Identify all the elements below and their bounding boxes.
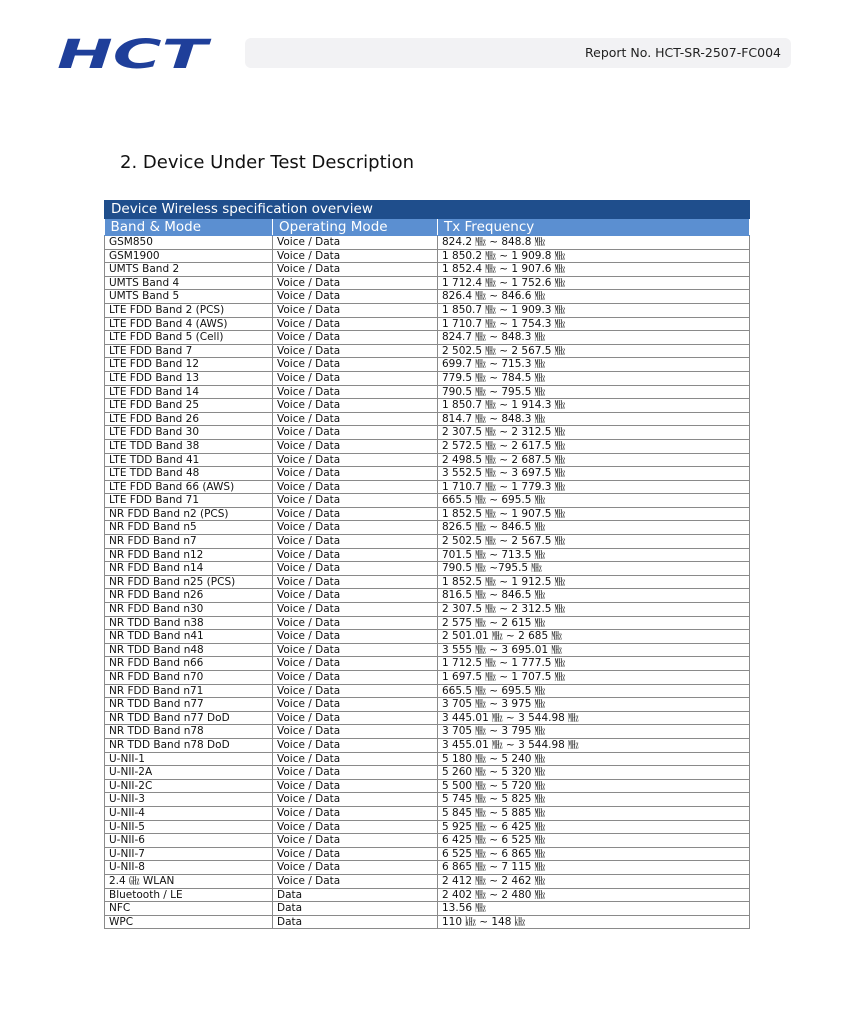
- band-mode-cell: LTE FDD Band 14: [105, 385, 273, 399]
- tx-frequency-cell: 701.5 ㎒ ~ 713.5 ㎒: [438, 548, 750, 562]
- table-row: [105, 915, 750, 929]
- operating-mode-cell: Voice / Data: [273, 820, 438, 834]
- tx-frequency-cell: 110 ㎑ ~ 148 ㎑: [438, 915, 750, 929]
- table-row: [105, 779, 750, 793]
- tx-frequency-cell: 779.5 ㎒ ~ 784.5 ㎒: [438, 371, 750, 385]
- operating-mode-cell: Voice / Data: [273, 276, 438, 290]
- operating-mode-cell: Voice / Data: [273, 847, 438, 861]
- tx-frequency-cell: 790.5 ㎒ ~795.5 ㎒: [438, 562, 750, 576]
- tx-frequency-cell: 665.5 ㎒ ~ 695.5 ㎒: [438, 494, 750, 508]
- table-row: [105, 820, 750, 834]
- operating-mode-cell: Voice / Data: [273, 371, 438, 385]
- tx-frequency-cell: 3 705 ㎒ ~ 3 975 ㎒: [438, 698, 750, 712]
- operating-mode-cell: Voice / Data: [273, 874, 438, 888]
- table-row: [105, 684, 750, 698]
- band-mode-cell: NR TDD Band n77: [105, 698, 273, 712]
- tx-frequency-cell: 5 845 ㎒ ~ 5 885 ㎒: [438, 806, 750, 820]
- hct-logo-text: HCT: [57, 32, 212, 76]
- table-row: [105, 671, 750, 685]
- tx-frequency-cell: 824.7 ㎒ ~ 848.3 ㎒: [438, 331, 750, 345]
- table-caption: Device Wireless specification overview: [105, 201, 750, 219]
- operating-mode-cell: Data: [273, 915, 438, 929]
- band-mode-cell: GSM1900: [105, 249, 273, 263]
- table-row: [105, 494, 750, 508]
- band-mode-cell: LTE FDD Band 26: [105, 412, 273, 426]
- tx-frequency-cell: 2 412 ㎒ ~ 2 462 ㎒: [438, 874, 750, 888]
- table-row: [105, 657, 750, 671]
- section-title: 2. Device Under Test Description: [120, 152, 415, 173]
- tx-frequency-cell: 1 712.5 ㎒ ~ 1 777.5 ㎒: [438, 657, 750, 671]
- table-row: [105, 698, 750, 712]
- operating-mode-cell: Voice / Data: [273, 331, 438, 345]
- tx-frequency-cell: 1 852.5 ㎒ ~ 1 912.5 ㎒: [438, 575, 750, 589]
- band-mode-cell: NR TDD Band n48: [105, 643, 273, 657]
- table-row: [105, 834, 750, 848]
- table-row: [105, 249, 750, 263]
- operating-mode-cell: Voice / Data: [273, 725, 438, 739]
- table-row: [105, 480, 750, 494]
- wireless-spec-table: [104, 200, 750, 929]
- tx-frequency-cell: 1 712.4 ㎒ ~ 1 752.6 ㎒: [438, 276, 750, 290]
- table-row: [105, 630, 750, 644]
- table-row: [105, 303, 750, 317]
- tx-frequency-cell: 790.5 ㎒ ~ 795.5 ㎒: [438, 385, 750, 399]
- table-row: [105, 793, 750, 807]
- table-body: [105, 236, 750, 929]
- tx-frequency-cell: 1 710.7 ㎒ ~ 1 779.3 ㎒: [438, 480, 750, 494]
- operating-mode-cell: Voice / Data: [273, 535, 438, 549]
- band-mode-cell: NR FDD Band n25 (PCS): [105, 575, 273, 589]
- table-row: [105, 276, 750, 290]
- tx-frequency-cell: 824.2 ㎒ ~ 848.8 ㎒: [438, 236, 750, 250]
- operating-mode-cell: Voice / Data: [273, 236, 438, 250]
- operating-mode-cell: Voice / Data: [273, 589, 438, 603]
- band-mode-cell: NR FDD Band n5: [105, 521, 273, 535]
- tx-frequency-cell: 1 852.5 ㎒ ~ 1 907.5 ㎒: [438, 507, 750, 521]
- tx-frequency-cell: 2 498.5 ㎒ ~ 2 687.5 ㎒: [438, 453, 750, 467]
- band-mode-cell: LTE FDD Band 30: [105, 426, 273, 440]
- table-row: [105, 535, 750, 549]
- tx-frequency-cell: 665.5 ㎒ ~ 695.5 ㎒: [438, 684, 750, 698]
- operating-mode-cell: Voice / Data: [273, 521, 438, 535]
- table-row: [105, 453, 750, 467]
- tx-frequency-cell: 5 180 ㎒ ~ 5 240 ㎒: [438, 752, 750, 766]
- operating-mode-cell: Voice / Data: [273, 575, 438, 589]
- band-mode-cell: Bluetooth / LE: [105, 888, 273, 902]
- operating-mode-cell: Voice / Data: [273, 399, 438, 413]
- operating-mode-cell: Voice / Data: [273, 439, 438, 453]
- band-mode-cell: LTE FDD Band 66 (AWS): [105, 480, 273, 494]
- tx-frequency-cell: 2 501.01 ㎒ ~ 2 685 ㎒: [438, 630, 750, 644]
- band-mode-cell: GSM850: [105, 236, 273, 250]
- band-mode-cell: U-NII-6: [105, 834, 273, 848]
- tx-frequency-cell: 814.7 ㎒ ~ 848.3 ㎒: [438, 412, 750, 426]
- table-row: [105, 399, 750, 413]
- band-mode-cell: U-NII-5: [105, 820, 273, 834]
- tx-frequency-cell: 2 307.5 ㎒ ~ 2 312.5 ㎒: [438, 603, 750, 617]
- tx-frequency-cell: 2 402 ㎒ ~ 2 480 ㎒: [438, 888, 750, 902]
- band-mode-cell: LTE FDD Band 4 (AWS): [105, 317, 273, 331]
- tx-frequency-cell: 2 575 ㎒ ~ 2 615 ㎒: [438, 616, 750, 630]
- hct-logo-graphic: [55, 30, 215, 76]
- tx-frequency-cell: 13.56 ㎒: [438, 902, 750, 916]
- table-row: [105, 290, 750, 304]
- band-mode-cell: WPC: [105, 915, 273, 929]
- band-mode-cell: 2.4 ㎓ WLAN: [105, 874, 273, 888]
- band-mode-cell: U-NII-1: [105, 752, 273, 766]
- band-mode-cell: NFC: [105, 902, 273, 916]
- operating-mode-cell: Voice / Data: [273, 616, 438, 630]
- tx-frequency-cell: 1 850.7 ㎒ ~ 1 909.3 ㎒: [438, 303, 750, 317]
- column-header-tx-frequency: Tx Frequency: [438, 219, 750, 236]
- tx-frequency-cell: 3 705 ㎒ ~ 3 795 ㎒: [438, 725, 750, 739]
- band-mode-cell: NR FDD Band n12: [105, 548, 273, 562]
- tx-frequency-cell: 2 572.5 ㎒ ~ 2 617.5 ㎒: [438, 439, 750, 453]
- band-mode-cell: U-NII-8: [105, 861, 273, 875]
- table-row: [105, 711, 750, 725]
- operating-mode-cell: Voice / Data: [273, 657, 438, 671]
- operating-mode-cell: Voice / Data: [273, 711, 438, 725]
- report-number-box: [245, 38, 791, 68]
- operating-mode-cell: Voice / Data: [273, 453, 438, 467]
- table-row: [105, 616, 750, 630]
- operating-mode-cell: Voice / Data: [273, 358, 438, 372]
- tx-frequency-cell: 1 697.5 ㎒ ~ 1 707.5 ㎒: [438, 671, 750, 685]
- operating-mode-cell: Voice / Data: [273, 412, 438, 426]
- operating-mode-cell: Data: [273, 888, 438, 902]
- table-row: [105, 643, 750, 657]
- operating-mode-cell: Voice / Data: [273, 467, 438, 481]
- tx-frequency-cell: 3 455.01 ㎒ ~ 3 544.98 ㎒: [438, 738, 750, 752]
- tx-frequency-cell: 6 525 ㎒ ~ 6 865 ㎒: [438, 847, 750, 861]
- column-header-operating-mode: Operating Mode: [273, 219, 438, 236]
- operating-mode-cell: Voice / Data: [273, 779, 438, 793]
- band-mode-cell: UMTS Band 4: [105, 276, 273, 290]
- table-row: [105, 575, 750, 589]
- tx-frequency-cell: 5 925 ㎒ ~ 6 425 ㎒: [438, 820, 750, 834]
- table-row: [105, 439, 750, 453]
- band-mode-cell: U-NII-3: [105, 793, 273, 807]
- band-mode-cell: LTE TDD Band 48: [105, 467, 273, 481]
- table-row: [105, 752, 750, 766]
- tx-frequency-cell: 5 500 ㎒ ~ 5 720 ㎒: [438, 779, 750, 793]
- band-mode-cell: LTE FDD Band 5 (Cell): [105, 331, 273, 345]
- operating-mode-cell: Voice / Data: [273, 752, 438, 766]
- band-mode-cell: U-NII-4: [105, 806, 273, 820]
- operating-mode-cell: Voice / Data: [273, 548, 438, 562]
- band-mode-cell: NR TDD Band n38: [105, 616, 273, 630]
- band-mode-cell: NR TDD Band n78 DoD: [105, 738, 273, 752]
- table-row: [105, 888, 750, 902]
- tx-frequency-cell: 6 865 ㎒ ~ 7 115 ㎒: [438, 861, 750, 875]
- table-row: [105, 766, 750, 780]
- band-mode-cell: NR FDD Band n70: [105, 671, 273, 685]
- operating-mode-cell: Voice / Data: [273, 562, 438, 576]
- table-row: [105, 562, 750, 576]
- tx-frequency-cell: 1 852.4 ㎒ ~ 1 907.6 ㎒: [438, 263, 750, 277]
- operating-mode-cell: Voice / Data: [273, 344, 438, 358]
- tx-frequency-cell: 3 552.5 ㎒ ~ 3 697.5 ㎒: [438, 467, 750, 481]
- table-row: [105, 603, 750, 617]
- band-mode-cell: U-NII-2C: [105, 779, 273, 793]
- band-mode-cell: UMTS Band 2: [105, 263, 273, 277]
- table-row: [105, 385, 750, 399]
- operating-mode-cell: Voice / Data: [273, 480, 438, 494]
- tx-frequency-cell: 816.5 ㎒ ~ 846.5 ㎒: [438, 589, 750, 603]
- tx-frequency-cell: 826.4 ㎒ ~ 846.6 ㎒: [438, 290, 750, 304]
- table-row: [105, 344, 750, 358]
- band-mode-cell: LTE FDD Band 12: [105, 358, 273, 372]
- operating-mode-cell: Voice / Data: [273, 494, 438, 508]
- tx-frequency-cell: 3 555 ㎒ ~ 3 695.01 ㎒: [438, 643, 750, 657]
- operating-mode-cell: Voice / Data: [273, 671, 438, 685]
- tx-frequency-cell: 699.7 ㎒ ~ 715.3 ㎒: [438, 358, 750, 372]
- band-mode-cell: LTE TDD Band 41: [105, 453, 273, 467]
- tx-frequency-cell: 826.5 ㎒ ~ 846.5 ㎒: [438, 521, 750, 535]
- operating-mode-cell: Voice / Data: [273, 698, 438, 712]
- table-row: [105, 426, 750, 440]
- operating-mode-cell: Voice / Data: [273, 385, 438, 399]
- table-row: [105, 236, 750, 250]
- column-header-band-mode: Band & Mode: [105, 219, 273, 236]
- table-row: [105, 806, 750, 820]
- band-mode-cell: NR FDD Band n71: [105, 684, 273, 698]
- operating-mode-cell: Voice / Data: [273, 630, 438, 644]
- table-row: [105, 874, 750, 888]
- table-caption-row: [105, 201, 750, 219]
- table-row: [105, 738, 750, 752]
- table-row: [105, 358, 750, 372]
- operating-mode-cell: Voice / Data: [273, 603, 438, 617]
- report-number: Report No. HCT-SR-2507-FC004: [585, 45, 781, 60]
- band-mode-cell: LTE FDD Band 7: [105, 344, 273, 358]
- tx-frequency-cell: 6 425 ㎒ ~ 6 525 ㎒: [438, 834, 750, 848]
- table-row: [105, 412, 750, 426]
- operating-mode-cell: Voice / Data: [273, 317, 438, 331]
- operating-mode-cell: Voice / Data: [273, 643, 438, 657]
- operating-mode-cell: Voice / Data: [273, 834, 438, 848]
- band-mode-cell: LTE FDD Band 71: [105, 494, 273, 508]
- operating-mode-cell: Voice / Data: [273, 303, 438, 317]
- band-mode-cell: NR FDD Band n7: [105, 535, 273, 549]
- tx-frequency-cell: 5 260 ㎒ ~ 5 320 ㎒: [438, 766, 750, 780]
- tx-frequency-cell: 5 745 ㎒ ~ 5 825 ㎒: [438, 793, 750, 807]
- table-row: [105, 331, 750, 345]
- band-mode-cell: LTE TDD Band 38: [105, 439, 273, 453]
- tx-frequency-cell: 1 710.7 ㎒ ~ 1 754.3 ㎒: [438, 317, 750, 331]
- table-row: [105, 861, 750, 875]
- table-row: [105, 847, 750, 861]
- band-mode-cell: NR FDD Band n2 (PCS): [105, 507, 273, 521]
- operating-mode-cell: Voice / Data: [273, 290, 438, 304]
- band-mode-cell: NR FDD Band n26: [105, 589, 273, 603]
- band-mode-cell: NR TDD Band n41: [105, 630, 273, 644]
- hct-logo: [55, 30, 215, 80]
- table-row: [105, 371, 750, 385]
- band-mode-cell: NR FDD Band n14: [105, 562, 273, 576]
- band-mode-cell: NR TDD Band n78: [105, 725, 273, 739]
- tx-frequency-cell: 3 445.01 ㎒ ~ 3 544.98 ㎒: [438, 711, 750, 725]
- band-mode-cell: NR TDD Band n77 DoD: [105, 711, 273, 725]
- operating-mode-cell: Voice / Data: [273, 684, 438, 698]
- table-row: [105, 317, 750, 331]
- band-mode-cell: U-NII-2A: [105, 766, 273, 780]
- band-mode-cell: UMTS Band 5: [105, 290, 273, 304]
- table-row: [105, 548, 750, 562]
- tx-frequency-cell: 2 307.5 ㎒ ~ 2 312.5 ㎒: [438, 426, 750, 440]
- operating-mode-cell: Voice / Data: [273, 806, 438, 820]
- tx-frequency-cell: 1 850.2 ㎒ ~ 1 909.8 ㎒: [438, 249, 750, 263]
- operating-mode-cell: Voice / Data: [273, 793, 438, 807]
- operating-mode-cell: Voice / Data: [273, 263, 438, 277]
- band-mode-cell: NR FDD Band n66: [105, 657, 273, 671]
- operating-mode-cell: Voice / Data: [273, 249, 438, 263]
- operating-mode-cell: Voice / Data: [273, 507, 438, 521]
- table-row: [105, 725, 750, 739]
- band-mode-cell: LTE FDD Band 2 (PCS): [105, 303, 273, 317]
- band-mode-cell: LTE FDD Band 13: [105, 371, 273, 385]
- table-row: [105, 521, 750, 535]
- tx-frequency-cell: 1 850.7 ㎒ ~ 1 914.3 ㎒: [438, 399, 750, 413]
- table-row: [105, 589, 750, 603]
- tx-frequency-cell: 2 502.5 ㎒ ~ 2 567.5 ㎒: [438, 535, 750, 549]
- tx-frequency-cell: 2 502.5 ㎒ ~ 2 567.5 ㎒: [438, 344, 750, 358]
- operating-mode-cell: Data: [273, 902, 438, 916]
- operating-mode-cell: Voice / Data: [273, 861, 438, 875]
- table-row: [105, 263, 750, 277]
- operating-mode-cell: Voice / Data: [273, 426, 438, 440]
- table-row: [105, 902, 750, 916]
- operating-mode-cell: Voice / Data: [273, 766, 438, 780]
- operating-mode-cell: Voice / Data: [273, 738, 438, 752]
- table-row: [105, 507, 750, 521]
- band-mode-cell: LTE FDD Band 25: [105, 399, 273, 413]
- table-row: [105, 467, 750, 481]
- band-mode-cell: NR FDD Band n30: [105, 603, 273, 617]
- table-header-row: [105, 219, 750, 236]
- band-mode-cell: U-NII-7: [105, 847, 273, 861]
